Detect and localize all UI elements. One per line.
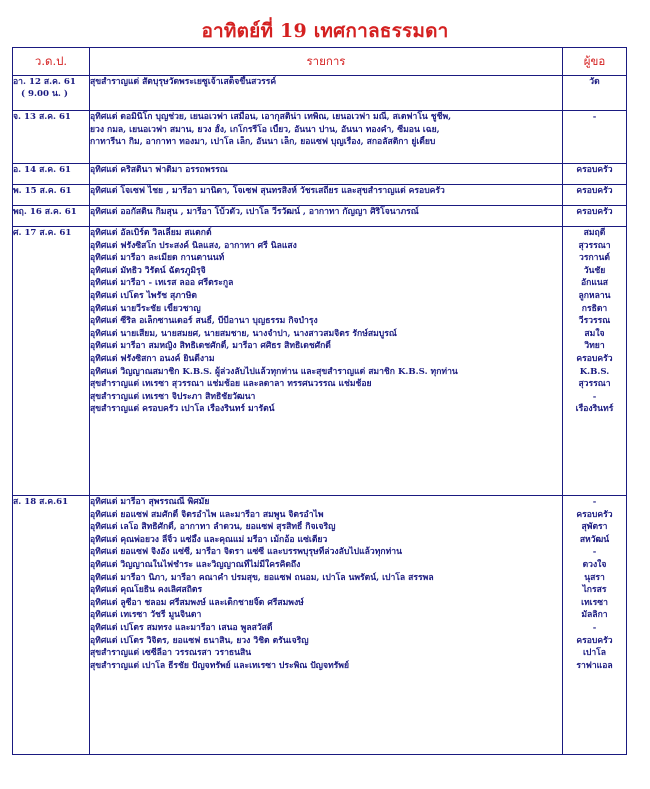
date-text: พ. 15 ส.ค. 61 bbox=[13, 186, 72, 196]
requester-name: อักแนส bbox=[580, 278, 609, 289]
intention-line: อุทิศแด่ อัลเบิร์ต วิลเลี่ยม สแตกต์ bbox=[90, 228, 212, 238]
intention-line: อุทิศแด่ มารีอา สุพรรณณี พิศมัย bbox=[90, 497, 210, 507]
requester-cell bbox=[563, 111, 627, 164]
table-row bbox=[13, 496, 627, 755]
intention-line: อุทิศแด่ มารีอา - เทเรส ลออ ศรีตระกูล bbox=[90, 278, 234, 289]
requester-name: ครอบครัว bbox=[576, 186, 613, 196]
table-row bbox=[13, 206, 627, 227]
requester-cell bbox=[563, 164, 627, 185]
requester-cell bbox=[563, 227, 627, 496]
requester-name: ลูกหลาน bbox=[578, 290, 611, 301]
intention-line: อุทิศแด่ ลูซีอา ชลอม ศรีสมพงษ์ และเด็กชายจิ๊ด ศรีสมพงษ์ bbox=[90, 597, 304, 608]
date-cell bbox=[13, 164, 90, 185]
requester-name: เทเรซา bbox=[581, 597, 608, 608]
intention-line: สุขสำราญแด่ เซซีลีอา วรรณรสา วราธนสิน bbox=[90, 648, 252, 659]
intention-line: อุทิศแด่ วิญญาณสมาชิก K.B.S. ผู้ล่วงลับไปแล้วทุกท่าน และสุขสำราญแด่ สมาชิก K.B.S. ทุกท่าน bbox=[90, 366, 458, 377]
requester-name: - bbox=[592, 112, 597, 122]
intention-line: อุทิศแด่ เปโตร ไพรัช สุภาษิต bbox=[90, 290, 197, 301]
requester-name: - bbox=[592, 622, 597, 633]
intention-line: อุทิศแด่ วิญญาณในไฟชำระ และวิญญาณที่ไม่มีใครคิดถึง bbox=[90, 559, 301, 570]
requester-cell bbox=[563, 496, 627, 755]
date-text: อา. 12 ส.ค. 61 bbox=[13, 77, 76, 87]
intention-line: สุขสำราญแด่ เทเรซา สุวรรณา แช่มช้อย และลดาลา ทรรศนวรรณ แช่มช้อย bbox=[90, 379, 372, 390]
table-header-row bbox=[13, 48, 627, 76]
requester-name: ครอบครัว bbox=[576, 353, 613, 364]
intention-line: อุทิศแด่ มัทธิว วิรัตน์ ฉัตรภูมิรุจิ bbox=[90, 265, 206, 276]
intention-line: อุทิศแด่ นายวีระชัย เขี้ยวชาญ bbox=[90, 303, 201, 314]
intention-list-cell bbox=[90, 206, 563, 227]
intention-line: สุขสำราญแด่ เปาโล ธีรชัย ปัญจทรัพย์ และเทเรซา ประพิณ ปัญจทรัพย์ bbox=[90, 660, 349, 671]
requester-name: ครอบครัว bbox=[576, 207, 613, 217]
mass-intention-table bbox=[12, 47, 627, 755]
intention-list-cell bbox=[90, 76, 563, 111]
date-text: ส. 18 ส.ค.61 bbox=[13, 497, 69, 507]
intention-line: อุทิศแด่ ออกัสติน กิมสุน , มารีอา โบ้วดัว, เปาโล วีรวัฒน์ , อากาทา กัญญา ศิริโจนาภรณ์ bbox=[90, 207, 419, 217]
requester-name: - bbox=[592, 391, 597, 402]
intention-line: อุทิศแด่ เปโตร วิจิตร, ยอแซฟ ธนาสิน, ยวง วิชิต ตรันเจริญ bbox=[90, 635, 309, 646]
requester-name: นุสรา bbox=[584, 572, 605, 583]
intention-line: อุทิศแด่ คุณโยธิน คงเลิศสถิตร bbox=[90, 585, 203, 596]
requester-name: สุวรรณา bbox=[578, 379, 611, 390]
requester-name: - bbox=[592, 547, 597, 558]
requester-name: สุวรรณา bbox=[578, 240, 611, 251]
intention-line: อุทิศแด่ คุณพ่อยวง ลี่จิ้ว แซ่อึ้ง และคุณแม่ มรีอา เม้กอ้อ แซ่เตียว bbox=[90, 534, 328, 545]
date-cell bbox=[13, 496, 90, 755]
intention-line: อุทิศแด่ นายเสียม, นายสมยศ, นายสมชาย, นางจำปา, นางสาวสมจิตร รักษ์สมบูรณ์ bbox=[90, 328, 397, 339]
requester-name: - bbox=[592, 497, 597, 507]
date-text: อ. 14 ส.ค. 61 bbox=[13, 165, 72, 175]
intention-line: อุทิศแด่ ยอแซฟ สมศักดิ์ จิตรอำไพ และมารีอา สมพูน จิตรอำไพ bbox=[90, 509, 324, 520]
requester-name: ราฟาแอล bbox=[576, 660, 613, 671]
time-text: ( 9.00 น. ) bbox=[21, 89, 68, 99]
intention-line: อุทิศแด่ มารีอา นิภา, มารีอา คณาคำ ปรมสุข, ยอแซฟ ถนอม, เปาโล นพรัตน์, เปาโล สรรพล bbox=[90, 572, 434, 583]
requester-name: เปาโล bbox=[582, 648, 607, 659]
date-cell bbox=[13, 111, 90, 164]
table-row bbox=[13, 227, 627, 496]
requester-name: เรืองรินทร์ bbox=[575, 404, 614, 415]
intention-line: อุทิศแด่ เปโตร สมทรง และมารีอา เสนอ พูลสวัสดิ์ bbox=[90, 622, 273, 633]
requester-name: สหวัฒน์ bbox=[579, 534, 610, 545]
requester-name: มัลลิกา bbox=[581, 610, 608, 621]
requester-cell bbox=[563, 206, 627, 227]
intention-line: สุขสำราญแด่ เทเรซา จิประภา สิทธิชัยวัฒนา bbox=[90, 391, 256, 402]
intention-line: อุทิศแด่ ฟรังซิสกา อนงค์ ยินดีงาม bbox=[90, 353, 215, 364]
intention-line: อุทิศแด่ มารีอา ละเมียด กานตานนท์ bbox=[90, 253, 225, 264]
table-row bbox=[13, 76, 627, 111]
intention-line: กาทารีนา กิม, อากาทา ทองมา, เปาโล เล็ก, อันนา เล็ก, ยอแซฟ บุญเรือง, สกอลัสติกา ยู่เตี้ยบ bbox=[90, 137, 436, 148]
requester-name: วีรวรรณ bbox=[578, 316, 611, 327]
table-row bbox=[13, 164, 627, 185]
requester-name: วันชัย bbox=[583, 265, 606, 276]
intention-line: อุทิศแด่ โจเซฟ ไชย , มารีอา มานิดา, โจเซฟ สุนทรสิงห์ วัชรเสถียร และสุขสำราญแด่ ครอบครัว bbox=[90, 186, 445, 196]
intention-line: สุขสำราญแด่ ครอบครัว เปาโล เรืองรินทร์ มารัตน์ bbox=[90, 404, 275, 415]
requester-column-header: ผู้ขอ bbox=[563, 48, 627, 76]
intention-list-cell bbox=[90, 496, 563, 755]
date-column-header: ว.ด.ป. bbox=[13, 48, 90, 76]
requester-cell bbox=[563, 185, 627, 206]
intention-list-cell bbox=[90, 185, 563, 206]
intention-list-cell bbox=[90, 227, 563, 496]
table-row bbox=[13, 185, 627, 206]
date-cell bbox=[13, 227, 90, 496]
date-text: ศ. 17 ส.ค. 61 bbox=[13, 228, 72, 238]
requester-name: สมใจ bbox=[584, 328, 605, 339]
intention-line: อุทิศแด่ ยอแซฟ จิงอัง แซ่ซี, มารีอา จิดรา แซ่ซี และบรรพบุรุษที่ล่วงลับไปแล้วทุกท่าน bbox=[90, 547, 402, 558]
requester-name: ครอบครัว bbox=[576, 509, 613, 520]
intention-line: อุทิศแด่ ฟรังซิสโก ประสงค์ นิลแสง, อากาทา ศรี นิลแสง bbox=[90, 240, 297, 251]
intention-line: อุทิศแด่ ดอมินิโก บุญช่วย, เยนอเวฟา เสมือน, เอากุสติน่า เทพิณ, เยนอเวฟา มณี, สเตฟาโน ชูชีพ, bbox=[90, 112, 452, 122]
intention-line: สุขสำราญแด่ สัตบุรุษวัดพระเยซูเจ้าเสด็จขึ้นสวรรค์ bbox=[90, 77, 277, 87]
intention-line: ยวง กมล, เยนอเวฟา สมาน, ยวง ฮั้ง, เกโกรรีโอ เบี้ยว, อันนา ปาน, อันนา ทองคำ, ซีมอน เฉย, bbox=[90, 124, 440, 135]
date-text: พฤ. 16 ส.ค. 61 bbox=[13, 207, 77, 217]
intention-line: อุทิศแด่ ซีริล อเล็กซานเดอร์ สนธิ์, บีบีอานา บุญธรรม กิจบำรุง bbox=[90, 316, 318, 327]
date-text: จ. 13 ส.ค. 61 bbox=[13, 112, 71, 122]
requester-name: ครอบครัว bbox=[576, 635, 613, 646]
requester-name: วัด bbox=[589, 77, 600, 87]
intention-line: อุทิศแด่ เลโอ สิทธิศักดิ์, อากาทา ลำดวน, ยอแซฟ สุรสิทธิ์ กิจเจริญ bbox=[90, 522, 336, 533]
requester-name: ดวงใจ bbox=[582, 559, 607, 570]
table-row bbox=[13, 111, 627, 164]
requester-name: วิทยา bbox=[584, 341, 605, 352]
intention-list-cell bbox=[90, 164, 563, 185]
date-cell bbox=[13, 76, 90, 111]
requester-name: ไกรสร bbox=[582, 585, 607, 596]
requester-cell bbox=[563, 76, 627, 111]
requester-name: สุพัตรา bbox=[581, 522, 608, 533]
requester-name: วรกานต์ bbox=[579, 253, 610, 264]
date-cell bbox=[13, 206, 90, 227]
intention-line: อุทิศแด่ คริสตินา ฟาติมา อรรถพรรณ bbox=[90, 165, 228, 175]
requester-name: กรธิดา bbox=[581, 303, 608, 314]
list-column-header: รายการ bbox=[90, 48, 563, 76]
requester-name: ครอบครัว bbox=[576, 165, 613, 175]
page-title: อาทิตย์ที่ 19 เทศกาลธรรมดา bbox=[201, 20, 449, 42]
intention-line: อุทิศแด่ เทเรซา วัชรี มูนจินดา bbox=[90, 610, 202, 621]
intention-line: อุทิศแด่ มารีอา สมหญิง สิทธิเดชศักดิ์, มารีอา ศศิธร สิทธิเดชศักดิ์ bbox=[90, 341, 331, 352]
intention-list-cell bbox=[90, 111, 563, 164]
requester-name: K.B.S. bbox=[579, 366, 610, 377]
requester-name: สมฤดี bbox=[583, 228, 606, 238]
date-cell bbox=[13, 185, 90, 206]
